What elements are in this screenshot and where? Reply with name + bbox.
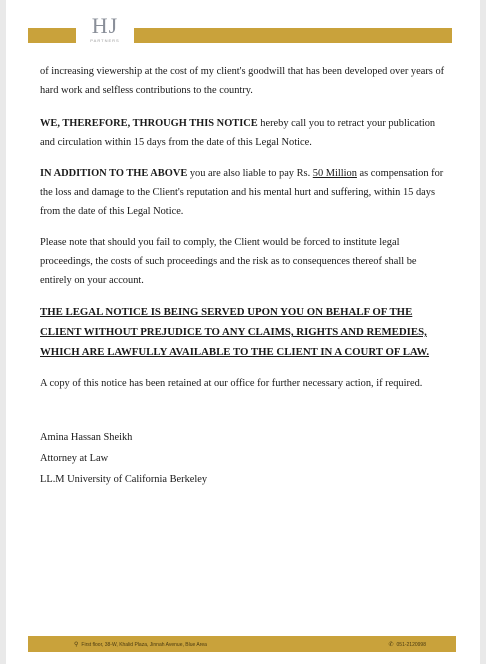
footer-phone: [388, 641, 426, 648]
letter-body: [40, 62, 450, 490]
paragraph-compensation: [40, 164, 450, 221]
retraction-text: hereby call you to retract your publication and circulation within 15 days from the date of this Legal Notice.: [40, 118, 436, 148]
signature-block: [40, 427, 450, 490]
paragraph-copy-retained: A copy of this notice has been retained at our office for further necessary action, if required.: [40, 378, 423, 389]
document-page: [6, 0, 480, 664]
signatory-credential: LL.M University of California Berkeley: [40, 474, 208, 485]
footer-bar: [28, 636, 456, 652]
phone-icon: ✆: [388, 642, 394, 648]
firm-logo: [76, 14, 134, 48]
logo-mark: HJ: [91, 13, 119, 38]
footer-address-text: First floor, 38-W, Khalid Plaza, Jinnah Avenue, Blue Area: [81, 642, 207, 648]
signatory-title: Attorney at Law: [40, 453, 109, 464]
paragraph-without-prejudice: THE LEGAL NOTICE IS BEING SERVED UPON YOU ON BEHALF OF THE CLIENT WITHOUT PREJUDICE TO ANY CLAIMS, RIGHTS AND REMEDIES, WHICH ARE LAWFULLY AVAILABLE TO THE CLIENT IN A COURT OF LAW.: [40, 306, 430, 358]
location-pin-icon: ⚲: [74, 642, 79, 648]
footer-phone-text: 051-2120998: [396, 642, 426, 648]
compensation-text-start: you are also liable to pay Rs.: [187, 168, 313, 179]
paragraph-retraction-demand: [40, 114, 450, 152]
paragraph-consequences: Please note that should you fail to comply, the Client would be forced to institute legal proceedings, the costs of such proceedings and the risk as to consequences thereof shall be entirely on your account.: [40, 237, 417, 286]
paragraph-continuation: of increasing viewership at the cost of my client's goodwill that has been developed over years of hard work and selfless contributions to the country.: [40, 66, 445, 96]
logo-subtext: PARTNERS: [90, 38, 120, 43]
compensation-amount: 50 Million: [312, 168, 357, 179]
retraction-heading: WE, THEREFORE, THROUGH THIS NOTICE: [40, 118, 258, 129]
compensation-heading: IN ADDITION TO THE ABOVE: [40, 168, 188, 179]
footer-address: [74, 641, 207, 648]
signatory-name: Amina Hassan Sheikh: [40, 432, 133, 443]
compensation-text-end: as compensation for the loss and damage to the Client's reputation and his mental hurt and suffering, within 15 days from the date of this Legal Notice.: [40, 168, 444, 217]
